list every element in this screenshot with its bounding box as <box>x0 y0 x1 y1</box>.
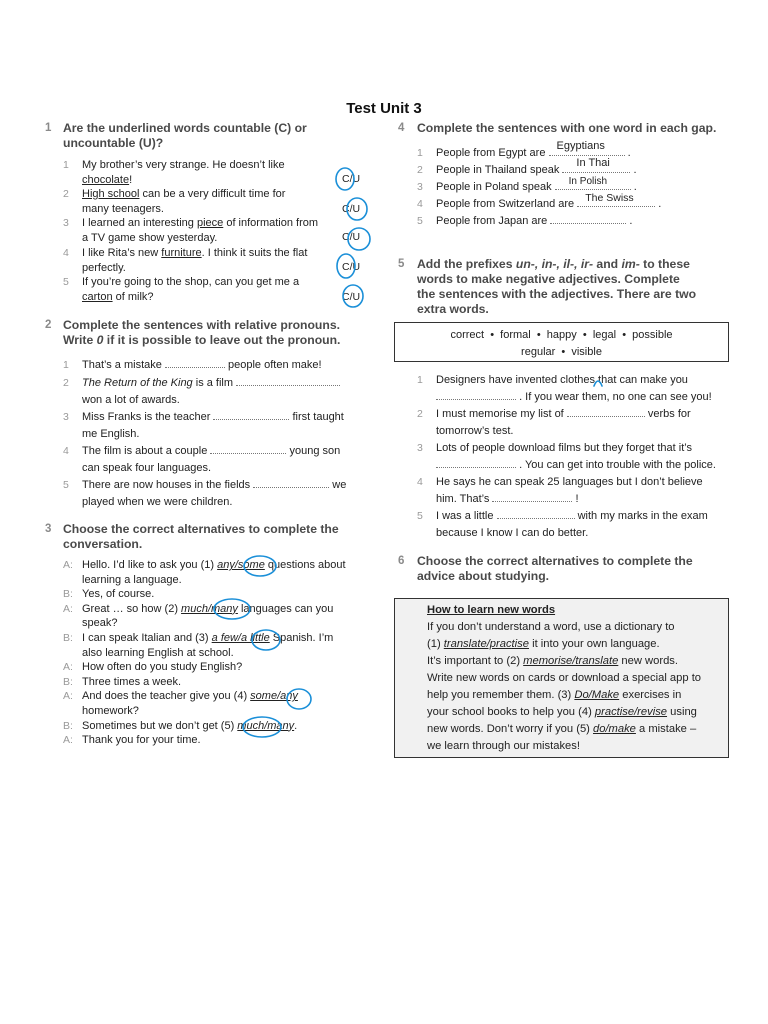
item-number: 1 <box>417 374 423 386</box>
item-text: we <box>332 479 347 491</box>
item-text: because I know I can do better. <box>436 527 589 539</box>
item-text: People from Egypt are <box>436 147 546 159</box>
line-text: using <box>667 706 697 718</box>
circle-mark <box>347 198 367 220</box>
item-number: 5 <box>63 276 69 288</box>
tick-mark <box>594 381 602 386</box>
item-number: 3 <box>63 411 69 423</box>
alternative-choice[interactable]: some/any <box>250 690 298 703</box>
speaker-label: B: <box>63 719 73 732</box>
alternative-choice[interactable]: translate/practise <box>443 638 529 650</box>
circle-mark <box>343 285 363 307</box>
item-number: 4 <box>417 476 423 488</box>
list-item: 2 People in Thailand speak In Thai . <box>417 162 717 179</box>
item-text: I must memorise my list of <box>436 408 564 420</box>
alternative-choice[interactable]: much/many <box>181 602 238 615</box>
item-text: Miss Franks is the teacher <box>82 411 211 423</box>
line-text: new words. Don’t worry if you (5) <box>427 723 593 735</box>
item-number: 2 <box>417 164 423 176</box>
speaker-label: B: <box>63 631 73 644</box>
speaker-label: A: <box>63 602 73 615</box>
item-text: People in Thailand speak <box>436 164 560 176</box>
line-text: And does the teacher give you (4) <box>82 690 251 703</box>
line-text: Great … so how (2) <box>82 602 182 615</box>
item-text: tomorrow’s test. <box>436 425 514 437</box>
circle-mark <box>252 630 280 650</box>
speaker-label: A: <box>63 690 73 703</box>
circle-mark <box>348 228 370 250</box>
alternative-choice[interactable]: practise/revise <box>594 706 668 718</box>
circle-mark <box>337 254 355 278</box>
heading-line: Complete the sentences with relative pronouns. <box>63 318 340 332</box>
line-text: How often do you study English? <box>82 661 243 674</box>
item-text: many teenagers. <box>82 203 164 215</box>
line-text: Spanish. I’m <box>269 631 334 644</box>
heading-line: conversation. <box>63 537 143 551</box>
heading-line: the sentences with the adjectives. There are two <box>417 287 697 301</box>
line-text: a mistake – <box>635 723 697 735</box>
cu-option[interactable]: C/U <box>342 173 361 185</box>
item-text: My brother’s very strange. He doesn’t like <box>82 159 285 171</box>
item-text: young son <box>289 445 341 457</box>
word-bank-row: regular • visible <box>521 346 602 358</box>
item-text: The film is about a couple <box>82 445 208 457</box>
heading-text: if it is possible to leave out the pronoun. <box>103 333 341 347</box>
item-number: 5 <box>63 479 69 491</box>
alternative-choice[interactable]: do/make <box>593 723 636 735</box>
underlined-word: High school <box>82 188 140 200</box>
item-text: . I think it suits the flat <box>201 247 308 259</box>
item-text: first taught <box>292 411 344 423</box>
section-number: 2 <box>45 319 52 331</box>
item-text: won a lot of awards. <box>82 394 180 406</box>
list-item: 1 People from Egypt are Egyptians . <box>417 145 717 162</box>
item-number: 4 <box>63 445 69 457</box>
heading-text: Add the prefixes <box>417 257 516 271</box>
item-number: 1 <box>417 147 423 159</box>
word-bank-row: correct • formal • happy • legal • possible <box>450 329 673 341</box>
item-number: 3 <box>417 442 423 454</box>
heading-line: Choose the correct alternatives to complete the <box>417 554 693 568</box>
item-text: can be a very difficult time for <box>139 188 286 200</box>
heading-text: Write <box>63 333 97 347</box>
page-title: Test Unit 3 <box>346 100 422 117</box>
line-text: questions about <box>264 559 346 571</box>
handwritten-answer: The Swiss <box>585 192 634 204</box>
item-text: verbs for <box>647 408 691 420</box>
item-text: Designers have invented clothes that can make you <box>436 374 688 386</box>
item-text: of milk? <box>112 291 154 303</box>
item-text: perfectly. <box>82 262 126 274</box>
item-text: played when we were children. <box>82 496 233 508</box>
handwritten-answer: Egyptians <box>556 140 605 152</box>
heading-text: to these <box>639 257 690 271</box>
section-number: 4 <box>398 122 405 134</box>
item-text: That’s a mistake <box>82 359 162 371</box>
line-text: new words. <box>618 655 679 667</box>
item-number: 3 <box>63 217 69 229</box>
item-text: ! <box>575 493 579 505</box>
book-title: The Return of the King <box>82 377 193 389</box>
item-number: 4 <box>63 247 69 259</box>
item-text: I was a little <box>436 510 494 522</box>
item-number: 2 <box>417 408 423 420</box>
line-text: also learning English at school. <box>82 646 234 659</box>
circle-mark <box>214 599 250 619</box>
line-text: Hello. I’d like to ask you (1) <box>82 559 218 571</box>
speaker-label: B: <box>63 675 73 688</box>
speaker-label: A: <box>63 661 73 674</box>
section-number: 3 <box>45 523 52 535</box>
item-text: There are now houses in the fields <box>82 479 251 491</box>
heading-line: Are the underlined words countable (C) or <box>63 121 307 135</box>
item-number: 4 <box>417 198 423 210</box>
alternative-choice[interactable]: memorise/translate <box>523 655 619 667</box>
section-number: 6 <box>398 555 405 567</box>
line-text: Thank you for your time. <box>82 734 201 747</box>
item-text: Lots of people download films but they forget that it’s <box>436 442 693 454</box>
line-text: . <box>294 719 298 732</box>
alternative-choice[interactable]: a few/a little <box>211 631 270 644</box>
handwritten-answer: In Polish <box>568 176 608 187</box>
item-text: of information from <box>223 217 319 229</box>
item-text: ! <box>129 174 133 186</box>
speaker-label: A: <box>63 559 73 571</box>
section-number: 1 <box>45 122 52 134</box>
item-text: People from Japan are <box>436 215 548 227</box>
speaker-label: A: <box>63 734 73 747</box>
circle-mark <box>336 168 354 190</box>
item-text: People in Poland speak <box>436 181 552 193</box>
heading-line: Choose the correct alternatives to complete the <box>63 522 339 536</box>
line-text: Yes, of course. <box>82 588 155 601</box>
cu-option[interactable]: C/U <box>342 231 361 243</box>
alternative-choice[interactable]: any/some <box>217 559 265 571</box>
item-text: I like Rita’s new <box>82 247 162 259</box>
line-text: If you don’t understand a word, use a dictionary to <box>427 621 675 633</box>
line-text: we learn through our mistakes! <box>427 740 580 752</box>
heading-line: extra words. <box>417 302 489 316</box>
line-text: your school books to help you (4) <box>427 706 595 718</box>
item-text: can speak four languages. <box>82 462 212 474</box>
cu-option[interactable]: C/U <box>342 203 361 215</box>
cu-option[interactable]: C/U <box>342 261 361 273</box>
item-text: is a film <box>192 377 234 389</box>
item-text: He says he can speak 25 languages but I don’t believe <box>436 476 703 488</box>
line-text: homework? <box>82 704 139 717</box>
heading-line: advice about studying. <box>417 569 550 583</box>
section-heading: Complete the sentences with one word in each gap. <box>417 121 717 135</box>
section-number: 5 <box>398 258 405 270</box>
item-text: him. That’s <box>436 493 490 505</box>
underlined-word: piece <box>196 217 224 229</box>
line-text: (1) <box>427 638 444 650</box>
line-text: It’s important to (2) <box>427 655 524 667</box>
item-text: with my marks in the exam <box>577 510 708 522</box>
line-text: help you remember them. (3) <box>427 689 575 701</box>
heading-text: and <box>593 257 622 271</box>
alternative-choice[interactable]: Do/Make <box>574 689 620 701</box>
line-text: Sometimes but we don’t get (5) <box>82 719 238 732</box>
prefix-list: im- <box>621 257 640 271</box>
underlined-word: furniture <box>161 247 202 259</box>
line-text: it into your own language. <box>528 638 660 650</box>
circle-mark <box>287 689 311 709</box>
item-number: 1 <box>63 159 69 171</box>
item-number: 3 <box>417 181 423 193</box>
item-text: . You can get into trouble with the police. <box>519 459 716 471</box>
item-number: 1 <box>63 359 69 371</box>
item-text: I learned an interesting <box>82 217 197 229</box>
item-number: 5 <box>417 215 423 227</box>
line-text: Three times a week. <box>82 675 182 688</box>
item-text: People from Switzerland are <box>436 198 575 210</box>
cu-option[interactable]: C/U <box>342 291 361 303</box>
alternative-choice[interactable]: much/many <box>237 719 295 732</box>
item-text: If you’re going to the shop, can you get me a <box>82 276 300 288</box>
line-text: speak? <box>82 617 118 630</box>
prefix-list: un-, in-, il-, ir- <box>515 257 594 271</box>
list-item: 4 People from Switzerland are The Swiss . <box>417 196 717 213</box>
heading-text: 0 <box>96 333 104 347</box>
item-text: me English. <box>82 428 140 440</box>
circle-mark <box>243 717 281 737</box>
list-item: 5 People from Japan are . <box>417 213 717 230</box>
line-text: Write new words on cards or download a special app to <box>427 672 702 684</box>
circle-mark <box>244 556 276 576</box>
item-text: people often make! <box>228 359 322 371</box>
underlined-word: chocolate <box>82 174 130 186</box>
item-text: a TV game show yesterday. <box>82 232 218 244</box>
item-number: 5 <box>417 510 423 522</box>
speaker-label: B: <box>63 588 73 601</box>
item-number: 2 <box>63 188 69 200</box>
item-text: . If you wear them, no one can see you! <box>519 391 712 403</box>
heading-line: uncountable (U)? <box>63 136 164 150</box>
underlined-word: carton <box>82 291 113 303</box>
list-item: 3 People in Poland speak In Polish . <box>417 179 717 196</box>
line-text: I can speak Italian and (3) <box>82 631 212 644</box>
line-text: learning a language. <box>82 573 182 586</box>
line-text: languages can you <box>237 602 334 615</box>
box-title: How to learn new words <box>427 604 556 616</box>
item-number: 2 <box>63 377 69 389</box>
line-text: exercises in <box>619 689 682 701</box>
handwritten-answer: In Thai <box>576 157 610 169</box>
heading-line: words to make negative adjectives. Complete <box>417 272 680 286</box>
